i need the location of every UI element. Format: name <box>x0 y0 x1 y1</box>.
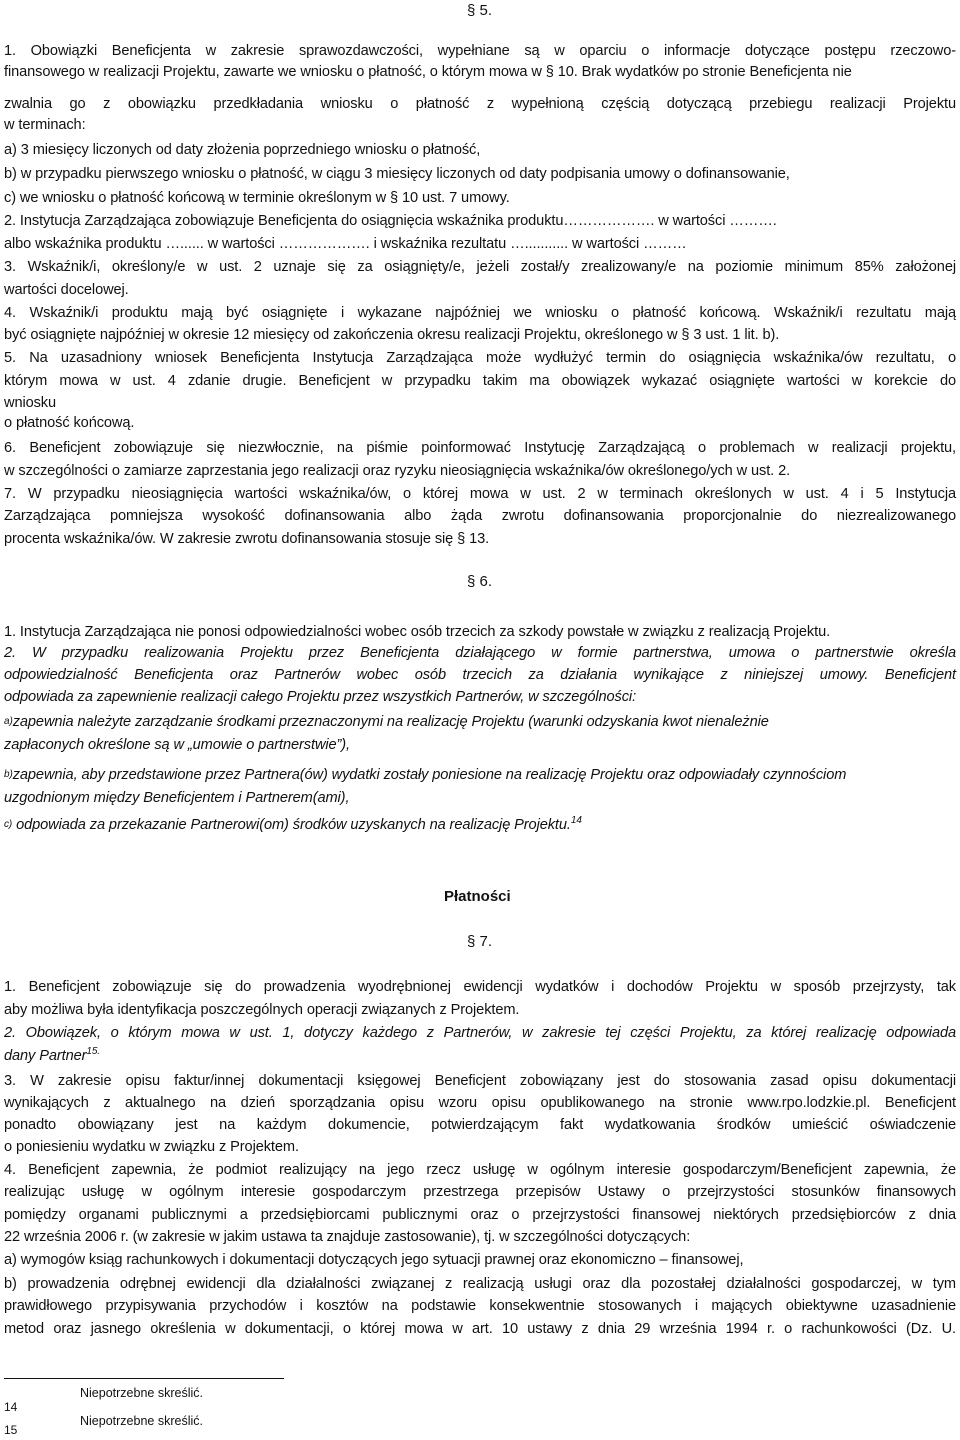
section-title: Płatności <box>444 888 511 905</box>
paragraph-line: 4. Beneficjent zapewnia, że podmiot realizujący na jego rzecz usługę w ogólnym interesie gospodarczym/Beneficjent zapewnia, że <box>4 1162 956 1178</box>
footnote-text: Niepotrzebne skreślić. <box>80 1414 203 1428</box>
paragraph-line: uzgodnionym między Beneficjentem i Partnerem(ami), <box>4 790 350 806</box>
paragraph-line: metod oraz jasnego określenia w dokumentacji, o której mowa w art. 10 ustawy z dnia 29 września 1994 r. o rachunkowości (Dz. U. <box>4 1321 956 1337</box>
paragraph-line: c) we wniosku o płatność końcową w terminie określonym w § 10 ust. 7 umowy. <box>4 190 510 206</box>
paragraph-line: pomiędzy organami publicznymi a przedsiębiorcami publicznymi oraz o przejrzystości finansowej niektórych przedsiębiorców z dnia <box>4 1207 956 1223</box>
paragraph-line <box>4 1046 956 1066</box>
paragraph-line: 5. Na uzasadniony wniosek Beneficjenta Instytucja Zarządzająca może wydłużyć termin do osiągnięcia wskaźnika/ów rezultatu, o <box>4 350 956 366</box>
paragraph-line: być osiągnięte najpóźniej w okresie 12 miesięcy od zakończenia okresu realizacji Projektu, określonego w § 3 ust. 1 lit. b). <box>4 327 780 343</box>
paragraph-line: procenta wskaźnika/ów. W zakresie zwrotu dofinansowania stosuje się § 13. <box>4 531 490 547</box>
paragraph-line: 1. Beneficjent zobowiązuje się do prowadzenia wyodrębnionej ewidencji wydatków i dochodów Projektu w sposób przejrzysty, tak <box>4 979 956 995</box>
list-label: b) <box>4 769 13 780</box>
paragraph-line: a) 3 miesięcy liczonych od daty złożenia poprzedniego wniosku o płatność, <box>4 142 481 158</box>
paragraph-line: 3. Wskaźnik/i, określony/e w ust. 2 uznaje się za osiągnięty/e, jeżeli został/y zrealizowany/e na poziomie minimum 85% założonej <box>4 259 956 275</box>
footnote-ref[interactable]: 15. <box>86 1046 100 1058</box>
section-heading-7: § 7. <box>467 933 493 950</box>
paragraph-line: wynikających z aktualnego na dzień sporządzania opisu wzoru opisu opublikowanego na stronie www.rpo.lodzkie.pl. Beneficjent <box>4 1095 956 1111</box>
footnote-text: Niepotrzebne skreślić. <box>80 1386 203 1400</box>
paragraph-line: 1. Obowiązki Beneficjenta w zakresie sprawozdawczości, wypełniane są w oparciu o informacje dotyczące postępu rzeczowo- <box>4 43 956 59</box>
section-heading-5: § 5. <box>467 2 493 19</box>
paragraph-line: 1. Instytucja Zarządzająca nie ponosi odpowiedzialności wobec osób trzecich za szkody powstałe w związku z realizacją Projektu. <box>4 624 831 640</box>
paragraph-text: dany Partner <box>4 1048 87 1064</box>
paragraph-line: 2. Instytucja Zarządzająca zobowiązuje Beneficjenta do osiągnięcia wskaźnika produktu………………. w wartości ………. <box>4 213 777 229</box>
paragraph-line: aby możliwa była identyfikacja poszczególnych operacji związanych z Projektem. <box>4 1002 520 1018</box>
paragraph-line: a) wymogów ksiąg rachunkowych i dokumentacji dotyczących jego sytuacji prawnej oraz ekonomiczno – finansowej, <box>4 1252 744 1268</box>
paragraph-line: 7. W przypadku nieosiągnięcia wartości wskaźnika/ów, o której mowa w ust. 2 w terminach określonych w ust. 4 i 5 Instytucja <box>4 486 956 502</box>
paragraph-line: 2. Obowiązek, o którym mowa w ust. 1, dotyczy każdego z Partnerów, w zakresie tej części Projektu, za której realizację odpowiada <box>4 1025 956 1041</box>
paragraph-line: w terminach: <box>4 117 86 133</box>
paragraph-line: o płatność końcową. <box>4 415 135 431</box>
paragraph-line: zapłaconych określone są w „umowie o partnerstwie”), <box>4 737 351 753</box>
paragraph-line: zwalnia go z obowiązku przedkładania wniosku o płatność z wypełnioną częścią dotyczącą przebiegu realizacji Projektu <box>4 96 956 112</box>
paragraph-line: wartości docelowej. <box>4 282 129 298</box>
paragraph-line: Zarządzająca pomniejsza wysokość dofinansowania albo żąda zwrotu dofinansowania proporcjonalnie do niezrealizowanego <box>4 508 956 524</box>
footnote-number: 15 <box>4 1423 18 1437</box>
paragraph-line: odpowiada za zapewnienie realizacji całego Projektu przez wszystkich Partnerów, w szczególności: <box>4 689 637 705</box>
paragraph-line: realizując usługę w ogólnym interesie gospodarczym przestrzega przepisów Ustawy o przejrzystości stosunków finansowych <box>4 1184 956 1200</box>
paragraph-line: albo wskaźnika produktu …...... w wartości ………………. i wskaźnika rezultatu …........... w wartości ……… <box>4 236 687 252</box>
paragraph-line: 4. Wskaźnik/i produktu mają być osiągnięte i wykazane najpóźniej we wniosku o płatność końcową. Wskaźnik/i rezultatu mają <box>4 305 956 321</box>
list-item-b <box>4 765 956 785</box>
paragraph-line: finansowego w realizacji Projektu, zawarte we wniosku o płatność, o którym mowa w § 10. Brak wydatków po stronie Beneficjenta nie <box>4 64 852 80</box>
paragraph-line: prawidłowego przypisywania przychodów i kosztów na podstawie konsekwentnie stosowanych i mających obiektywne uzasadnienie <box>4 1298 956 1314</box>
paragraph-line: w szczególności o zamiarze zaprzestania jego realizacji oraz ryzyku nieosiągnięcia wskaźnika/ów określonego/ych w ust. 2. <box>4 463 791 479</box>
paragraph-line: b) w przypadku pierwszego wniosku o płatność, w ciągu 3 miesięcy liczonych od daty podpisania umowy o dofinansowanie, <box>4 166 790 182</box>
section-heading-6: § 6. <box>467 573 493 590</box>
list-item-text: odpowiada za przekazanie Partnerowi(om) środków uzyskanych na realizację Projektu. <box>16 817 571 833</box>
list-item-a <box>4 712 956 732</box>
footnote-number: 14 <box>4 1400 18 1414</box>
footnote-separator <box>4 1378 284 1379</box>
paragraph-line: ponadto obowiązany jest na każdym dokumencie, potwierdzającym fakt wydatkowania środków umieścić oświadczenie <box>4 1117 956 1133</box>
list-label: c) <box>4 819 13 830</box>
paragraph-line: wniosku <box>4 395 57 411</box>
list-item-text: zapewnia, aby przedstawione przez Partnera(ów) wydatki zostały poniesione na realizację Projektu oraz odpowiadały czynnościom <box>12 767 847 783</box>
paragraph-line: 22 września 2006 r. (w zakresie w jakim ustawa ta znajduje zastosowanie), tj. w szczególności dotyczących: <box>4 1229 691 1245</box>
footnote-ref[interactable]: 14 <box>570 815 582 827</box>
list-label: a) <box>4 716 13 727</box>
paragraph-line: b) prowadzenia odrębnej ewidencji dla działalności związanej z realizacją usługi oraz dla pozostałej działalności gospodarczej, w tym <box>4 1276 956 1292</box>
paragraph-line: którym mowa w ust. 4 zdanie drugie. Beneficjent w przypadku takim ma obowiązek wykazać osiągnięte wartości w korekcie do <box>4 373 956 389</box>
list-item-c <box>4 815 956 835</box>
paragraph-line: 6. Beneficjent zobowiązuje się niezwłocznie, na piśmie poinformować Instytucję Zarządzającą o problemach w realizacji projektu, <box>4 440 956 456</box>
paragraph-line: o poniesieniu wydatku w związku z Projektem. <box>4 1139 299 1155</box>
paragraph-line: 3. W zakresie opisu faktur/innej dokumentacji księgowej Beneficjent zobowiązany jest do stosowania zasad opisu dokumentacji <box>4 1073 956 1089</box>
paragraph-line: 2. W przypadku realizowania Projektu przez Beneficjenta działającego w formie partnerstwa, umowa o partnerstwie określa <box>4 645 956 661</box>
paragraph-line: odpowiedzialność Beneficjenta oraz Partnerów wobec osób trzecich za działania wynikające z niniejszej umowy. Beneficjent <box>4 667 956 683</box>
list-item-text: zapewnia należyte zarządzanie środkami przeznaczonymi na realizację Projektu (warunki odzyskania kwot nienależnie <box>12 714 769 730</box>
